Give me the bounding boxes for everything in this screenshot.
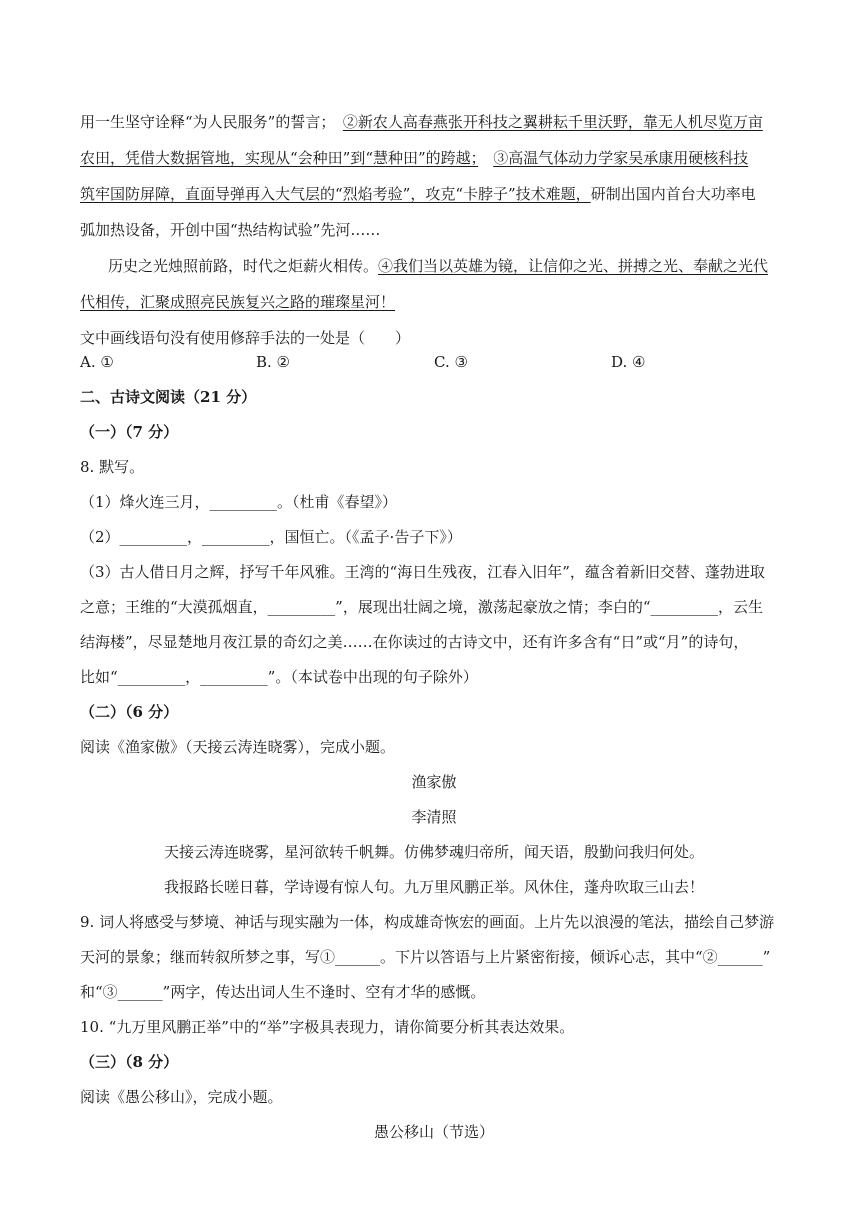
passage-line: 历史之光烛照前路，时代之炬薪火相传。④我们当以英雄为镜，让信仰之光、拼搏之光、奉献之光代 xyxy=(108,257,769,275)
question-8-item: 结海楼”，尽显楚地月夜江景的奇幻之美……在你读过的古诗文中，还有许多含有“日”或“月”的诗句， xyxy=(80,633,749,651)
option-c[interactable]: C. ③ xyxy=(434,353,468,371)
reading-instruction: 阅读《渔家傲》（天接云涛连晓雾），完成小题。 xyxy=(80,738,396,756)
question-8-item: 比如“_________，_________”。（本试卷中出现的句子除外） xyxy=(80,668,478,686)
question-8-item: （3）古人借日月之辉，抒写千年风雅。王湾的“海日生残夜，江春入旧年”，蕴含着新旧交替、蓬勃进取 xyxy=(80,563,765,581)
text-title: 愚公移山（节选） xyxy=(373,1123,494,1141)
underlined-sentence-4: ④我们当以英雄为镜，让信仰之光、拼搏之光、奉献之光代 xyxy=(378,257,769,275)
question-10: 10. “九万里风鹏正举”中的“举”字极具表现力，请你简要分析其表达效果。 xyxy=(80,1018,575,1036)
underlined-sentence-2: ②新农人高春燕张开科技之翼耕耘千里沃野，靠无人机尽览万亩 xyxy=(342,113,763,131)
question-8-item: （1）烽火连三月，_________。（杜甫《春望》） xyxy=(80,493,398,511)
question-8-title: 8. 默写。 xyxy=(80,458,145,476)
question-7-stem: 文中画线语句没有使用修辞手法的一处是（ ） xyxy=(80,329,411,347)
part-heading: （一）（7 分） xyxy=(80,423,179,441)
poem-line: 天接云涛连晓雾，星河欲转千帆舞。仿佛梦魂归帝所，闻天语，殷勤问我归何处。 xyxy=(163,843,704,861)
option-b[interactable]: B. ② xyxy=(256,353,291,371)
option-a[interactable]: A. ① xyxy=(80,353,114,371)
passage-line: 弧加热设备，开创中国“热结构试验”先河…… xyxy=(80,221,381,239)
passage-line: 农田，凭借大数据管地，实现从“会种田”到“慧种田”的跨越； ③高温气体动力学家吴承康用硬核科技 xyxy=(80,149,749,167)
option-d[interactable]: D. ④ xyxy=(611,353,646,371)
question-9: 天河的景象；继而转叙所梦之事，写①______。下片以答语与上片紧密衔接，倾诉心志，其中“②______” xyxy=(80,948,771,966)
passage-line: 代相传，汇聚成照亮民族复兴之路的璀璨星河！ xyxy=(80,293,396,311)
question-8-item: （2）_________，_________，国恒亡。（《孟子·告子下》） xyxy=(80,528,462,546)
passage-line: 筑牢国防屏障，直面导弹再入大气层的“烈焰考验”，攻克“卡脖子”技术难题，研制出国内首台大功率电 xyxy=(80,185,756,203)
poem-line: 我报路长嗟日暮，学诗谩有惊人句。九万里风鹏正举。风休住，蓬舟吹取三山去！ xyxy=(163,878,704,896)
part-heading: （三）（8 分） xyxy=(80,1053,179,1071)
poem-author: 李清照 xyxy=(411,808,457,826)
passage-line: 用一生坚守诠释“为人民服务”的誓言； ②新农人高春燕张开科技之翼耕耘千里沃野，靠无人机尽览万亩 xyxy=(80,113,763,131)
section-title: 二、古诗文阅读（21 分） xyxy=(80,388,257,406)
question-8-item: 之意；王维的“大漠孤烟直，_________”，展现出壮阔之境，激荡起豪放之情；李白的“_________，云生 xyxy=(80,598,764,616)
question-9: 9. 词人将感受与梦境、神话与现实融为一体，构成雄奇恢宏的画面。上片先以浪漫的笔法，描绘自己梦游 xyxy=(80,913,775,931)
underlined-sentence-3: ③高温气体动力学家吴承康用硬核科技 xyxy=(493,149,749,167)
poem-title: 渔家傲 xyxy=(411,773,457,791)
part-heading: （二）（6 分） xyxy=(80,703,179,721)
question-9: 和“③______”两字，传达出词人生不逢时、空有才华的感慨。 xyxy=(80,983,486,1001)
reading-instruction: 阅读《愚公移山》，完成小题。 xyxy=(80,1088,283,1106)
